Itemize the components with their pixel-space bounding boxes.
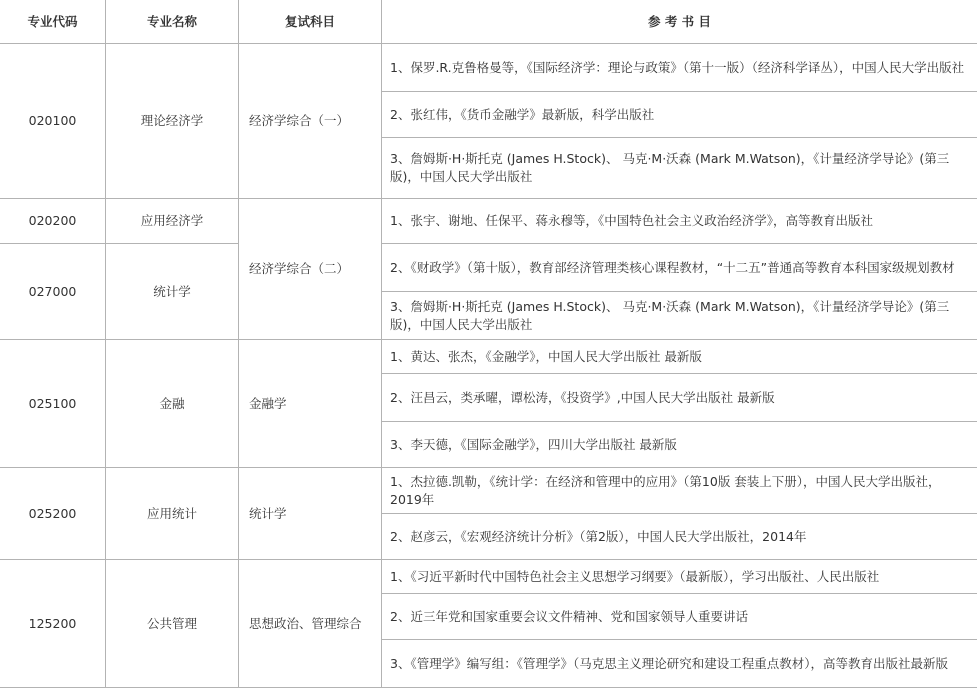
program-name: 应用经济学	[106, 199, 239, 244]
book-entry: 2、赵彦云，《宏观经济统计分析》（第2版），中国人民大学出版社，2014年	[382, 514, 977, 560]
exam-subject: 经济学综合（一）	[239, 44, 382, 199]
book-entry: 2、张红伟，《货币金融学》最新版，科学出版社	[382, 92, 977, 138]
program-code: 027000	[0, 244, 106, 340]
header-subject: 复试科目	[239, 0, 382, 44]
program-code: 025100	[0, 340, 106, 468]
table-row	[0, 468, 977, 514]
exam-subject: 统计学	[239, 468, 382, 560]
program-code: 020100	[0, 44, 106, 199]
book-entry: 2、近三年党和国家重要会议文件精神、党和国家领导人重要讲话	[382, 594, 977, 640]
table-row	[0, 560, 977, 594]
book-entry: 1、保罗.R.克鲁格曼等，《国际经济学：理论与政策》（第十一版）（经济科学译丛），中国人民大学出版社	[382, 44, 977, 92]
header-books: 参 考 书 目	[382, 0, 977, 44]
program-name: 统计学	[106, 244, 239, 340]
book-entry: 2、《财政学》（第十版），教育部经济管理类核心课程教材，“十二五”普通高等教育本科国家级规划教材	[382, 244, 977, 292]
program-name: 理论经济学	[106, 44, 239, 199]
book-entry: 3、《管理学》编写组：《管理学》（马克思主义理论研究和建设工程重点教材），高等教育出版社最新版	[382, 640, 977, 688]
table-row	[0, 44, 977, 92]
book-entry: 1、杰拉德.凯勒，《统计学：在经济和管理中的应用》（第10版 套装上下册），中国人民大学出版社，2019年	[382, 468, 977, 514]
program-code: 025200	[0, 468, 106, 560]
book-entry: 2、汪昌云，类承曜，谭松涛，《投资学》,中国人民大学出版社 最新版	[382, 374, 977, 422]
program-name: 应用统计	[106, 468, 239, 560]
table-row	[0, 244, 977, 292]
table-row	[0, 199, 977, 244]
book-entry: 3、詹姆斯·H·斯托克 (James H.Stock)、 马克·M·沃森 (Mark M.Watson)，《计量经济学导论》(第三版)，中国人民大学出版社	[382, 138, 977, 199]
book-entry: 1、《习近平新时代中国特色社会主义思想学习纲要》（最新版），学习出版社、人民出版社	[382, 560, 977, 594]
table-row	[0, 340, 977, 374]
exam-subject: 金融学	[239, 340, 382, 468]
program-code: 020200	[0, 199, 106, 244]
book-entry: 3、李天德，《国际金融学》，四川大学出版社 最新版	[382, 422, 977, 468]
header-code: 专业代码	[0, 0, 106, 44]
book-entry: 1、张宇、谢地、任保平、蒋永穆等，《中国特色社会主义政治经济学》，高等教育出版社	[382, 199, 977, 244]
exam-subject: 经济学综合（二）	[239, 199, 382, 340]
header-row	[0, 0, 977, 44]
header-name: 专业名称	[106, 0, 239, 44]
exam-subject: 思想政治、管理综合	[239, 560, 382, 688]
book-entry: 1、黄达、张杰，《金融学》，中国人民大学出版社 最新版	[382, 340, 977, 374]
program-name: 金融	[106, 340, 239, 468]
book-entry: 3、詹姆斯·H·斯托克 (James H.Stock)、 马克·M·沃森 (Mark M.Watson)，《计量经济学导论》(第三版)，中国人民大学出版社	[382, 292, 977, 340]
program-name: 公共管理	[106, 560, 239, 688]
program-code: 125200	[0, 560, 106, 688]
